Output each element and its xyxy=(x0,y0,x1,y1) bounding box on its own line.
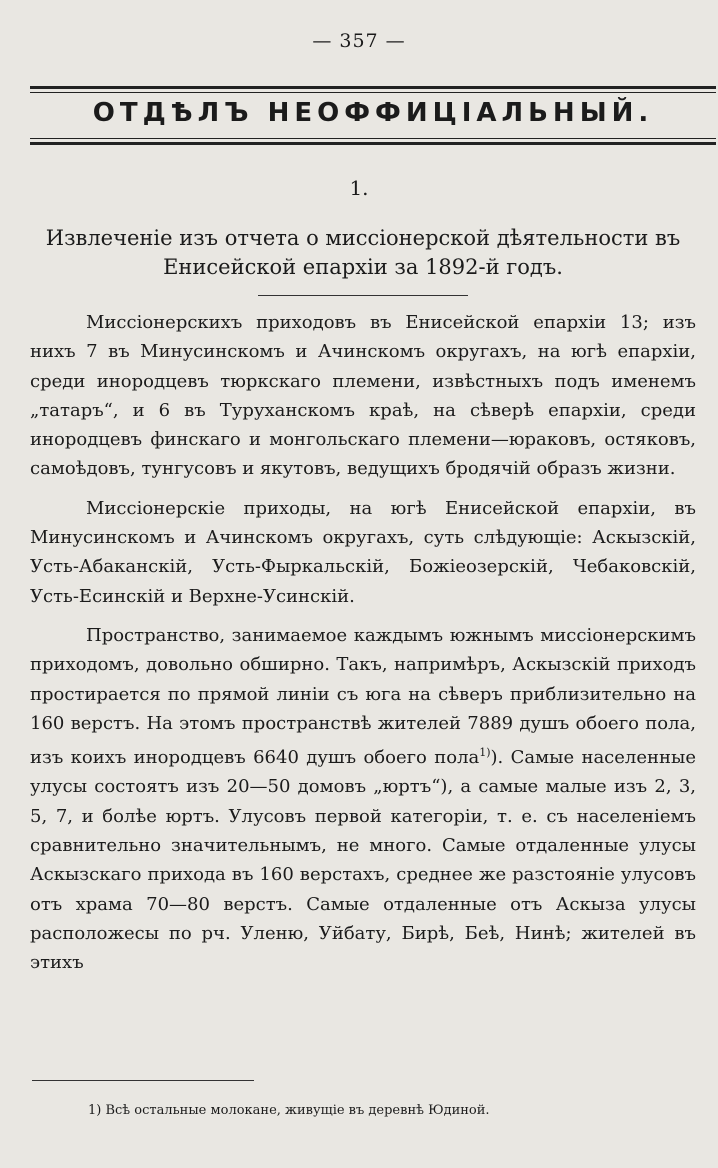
paragraph-3-text: Пространство, занимаемое каждымъ южнымъ миссіонерскимъ приходомъ, довольно обширно. Такъ, напримѣръ, Аскызскій приходъ простирается по прямой линіи съ юга на сѣверъ приблизительно на 160 верстъ. На этомъ пространствѣ жителей 7889 душъ обоего пола, изъ коихъ инородцевъ 6640 душъ обоего пола xyxy=(30,624,696,769)
department-title: ОТДѢЛЪ НЕОФФИЦІАЛЬНЫЙ. xyxy=(92,98,654,128)
heading-line-2: Енисейской епархіи за 1892-й годъ. xyxy=(163,255,563,279)
footnote-reference: 1) xyxy=(479,746,491,760)
footnote: 1) Всѣ остальные молокане, живущіе въ деревнѣ Юдиной. xyxy=(88,1103,490,1118)
footnote-divider xyxy=(32,1080,254,1081)
top-rule-thick xyxy=(30,86,716,89)
page-number: — 357 — xyxy=(312,30,406,52)
article-body xyxy=(30,308,696,988)
paragraph-1: Миссіонерскихъ приходовъ въ Енисейской епархіи 13; изъ нихъ 7 въ Минусинскомъ и Ачинскомъ округахъ, на югѣ епархіи, среди инородцевъ тюркскаго племени, извѣстныхъ подъ именемъ „татаръ“, и 6 въ Туруханскомъ краѣ, на сѣверѣ епархіи, среди инородцевъ финскаго и монгольскаго племени—юраковъ, остяковъ, самоѣдовъ, тунгусовъ и якутовъ, ведущихъ бродячій образъ жизни. xyxy=(30,312,696,480)
heading-line-1: Извлеченіе изъ отчета о миссіонерской дѣятельности въ xyxy=(45,226,681,250)
heading-divider xyxy=(258,295,468,296)
paragraph-3 xyxy=(30,621,696,978)
article-heading xyxy=(30,224,696,282)
paragraph-3-continuation: ). Самые населенные улусы состоятъ изъ 20—50 домовъ „юртъ“), а самые малые изъ 2, 3, 5, 7, и болѣе юртъ. Улусовъ первой категоріи, т. е. съ населеніемъ сравнительно значительнымъ, не много. Самые отдаленные улусы Аскызскаго прихода въ 160 верстахъ, среднее же разстояніе улусовъ отъ храма 70—80 верстъ. Самые отдаленные отъ Аскыза улусы расположесы по рч. Уленю, Уйбату, Бирѣ, Беѣ, Нинѣ; жителей въ этихъ xyxy=(30,747,696,974)
paragraph-2: Миссіонерскіе приходы, на югѣ Енисейской епархіи, въ Минусинскомъ и Ачинскомъ округахъ, суть слѣдующіе: Аскызскій, Усть-Абаканскій, Усть-Фыркальскій, Божіеозерскій, Чебаковскій, Усть-Есинскій и Верхне-Усинскій. xyxy=(30,497,696,607)
top-rule-thin xyxy=(30,92,716,93)
section-number: 1. xyxy=(349,176,369,200)
bottom-rule-thin xyxy=(30,138,716,139)
bottom-rule-thick xyxy=(30,142,716,145)
